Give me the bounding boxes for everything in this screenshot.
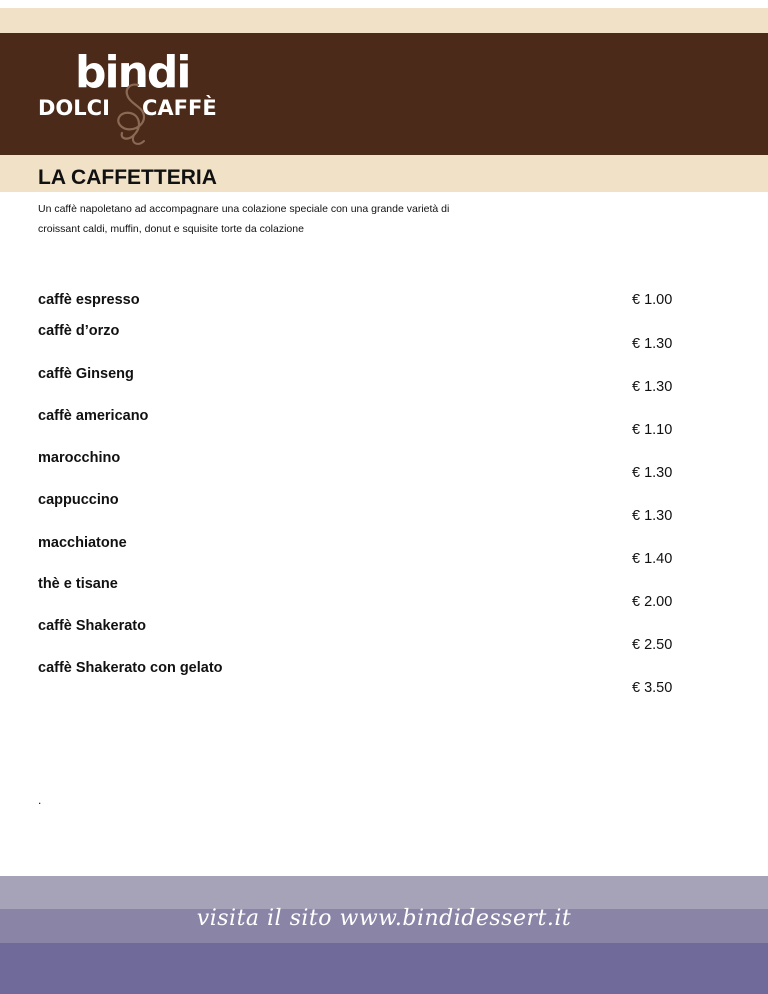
menu-item-name: marocchino [38, 450, 121, 466]
menu-item-price: € 1.30 [632, 465, 673, 481]
stray-dot: . [38, 793, 42, 807]
menu-item-price: € 2.00 [632, 594, 673, 610]
logo-brand-text: bindi [75, 47, 190, 98]
footer-website-link[interactable]: visita il sito www.bindidessert.it [196, 906, 572, 931]
menu-item-price: € 1.30 [632, 379, 673, 395]
menu-item-price: € 1.00 [632, 292, 673, 308]
intro-line-2: croissant caldi, muffin, donut e squisite torte da colazione [38, 223, 304, 235]
menu-item-name: caffè espresso [38, 292, 140, 308]
menu-item-name: caffè Ginseng [38, 366, 134, 382]
bindi-logo [38, 47, 228, 151]
menu-item-price: € 2.50 [632, 637, 673, 653]
intro-text [38, 199, 538, 239]
menu-item-name: caffè d’orzo [38, 323, 120, 339]
intro-line-1: Un caffè napoletano ad accompagnare una colazione speciale con una grande varietà di [38, 203, 450, 215]
menu-item-price: € 1.30 [632, 336, 673, 352]
menu-item-name: macchiatone [38, 535, 127, 551]
menu-item-name: caffè Shakerato con gelato [38, 660, 223, 676]
logo-caffe-text: CAFFÈ [142, 96, 217, 120]
menu-item-name: caffè Shakerato [38, 618, 146, 634]
menu-item-price: € 1.40 [632, 551, 673, 567]
menu-item-name: cappuccino [38, 492, 119, 508]
menu-item-name: caffè americano [38, 408, 149, 424]
footer-dark-band [0, 943, 768, 994]
logo-dolci-text: DOLCI [38, 96, 110, 120]
footer-light-band [0, 876, 768, 909]
header-banner [0, 33, 768, 155]
menu-item-price: € 1.30 [632, 508, 673, 524]
top-cream-band [0, 8, 768, 33]
menu-item-price: € 3.50 [632, 680, 673, 696]
menu-item-price: € 1.10 [632, 422, 673, 438]
menu-item-name: thè e tisane [38, 576, 118, 592]
page-title: LA CAFFETTERIA [38, 166, 217, 189]
